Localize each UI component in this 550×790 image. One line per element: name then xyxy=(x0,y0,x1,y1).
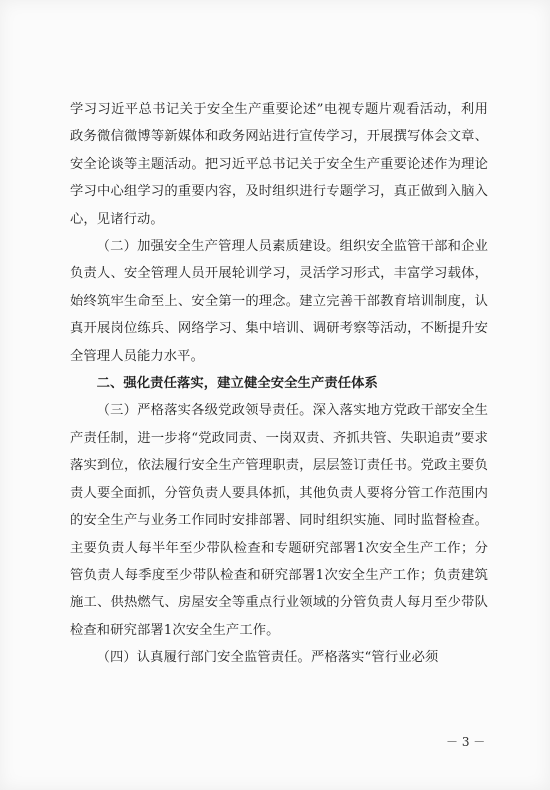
paragraph-continuation: 学习习近平总书记关于安全生产重要论述”电视专题片观看活动，利用政务微信微博等新媒体和政务网站进行宣传学习，开展撰写体会文章、安全论谈等主题活动。把习近平总书记关于安全生产重要论述作为理论学习中心组学习的重要内容，及时组织进行专题学习，真正做到入脑入心，见诸行动。 xyxy=(70,102,488,227)
paragraph-section-2: （二）加强安全生产管理人员素质建设。组织安全监管干部和企业负责人、安全管理人员开展轮训学习，灵活学习形式，丰富学习载体，始终筑牢生命至上、安全第一的理念。建立完善干部教育培训制度，认真开展岗位练兵、网络学习、集中培训、调研考察等活动，不断提升安全管理人员能力水平。 xyxy=(70,239,488,364)
page-number: － 3 － xyxy=(446,735,486,749)
paragraph-section-3: （三）严格落实各级党政领导责任。深入落实地方党政干部安全生产责任制，进一步将“党政同责、一岗双责、齐抓共管、失职追责”要求落实到位，依法履行安全生产管理职责，层层签订责任书。党政主要负责人要全面抓，分管负责人要具体抓，其他负责人要将分管工作范围内的安全生产与业务工作同时安排部署、同时组织实施、同时监督检查。主要负责人每半年至少带队检查和专题研究部署1次安全生产工作；分管负责人每季度至少带队检查和研究部署1次安全生产工作；负责建筑施工、供热燃气、房屋安全等重点行业领域的分管负责人每月至少带队检查和研究部署1次安全生产工作。 xyxy=(70,403,488,638)
paragraph-section-4: （四）认真履行部门安全监管责任。严格落实“管行业必须 xyxy=(96,650,439,666)
section-heading-2: 二、强化责任落实，建立健全安全生产责任体系 xyxy=(96,376,378,392)
document-body xyxy=(70,96,488,672)
